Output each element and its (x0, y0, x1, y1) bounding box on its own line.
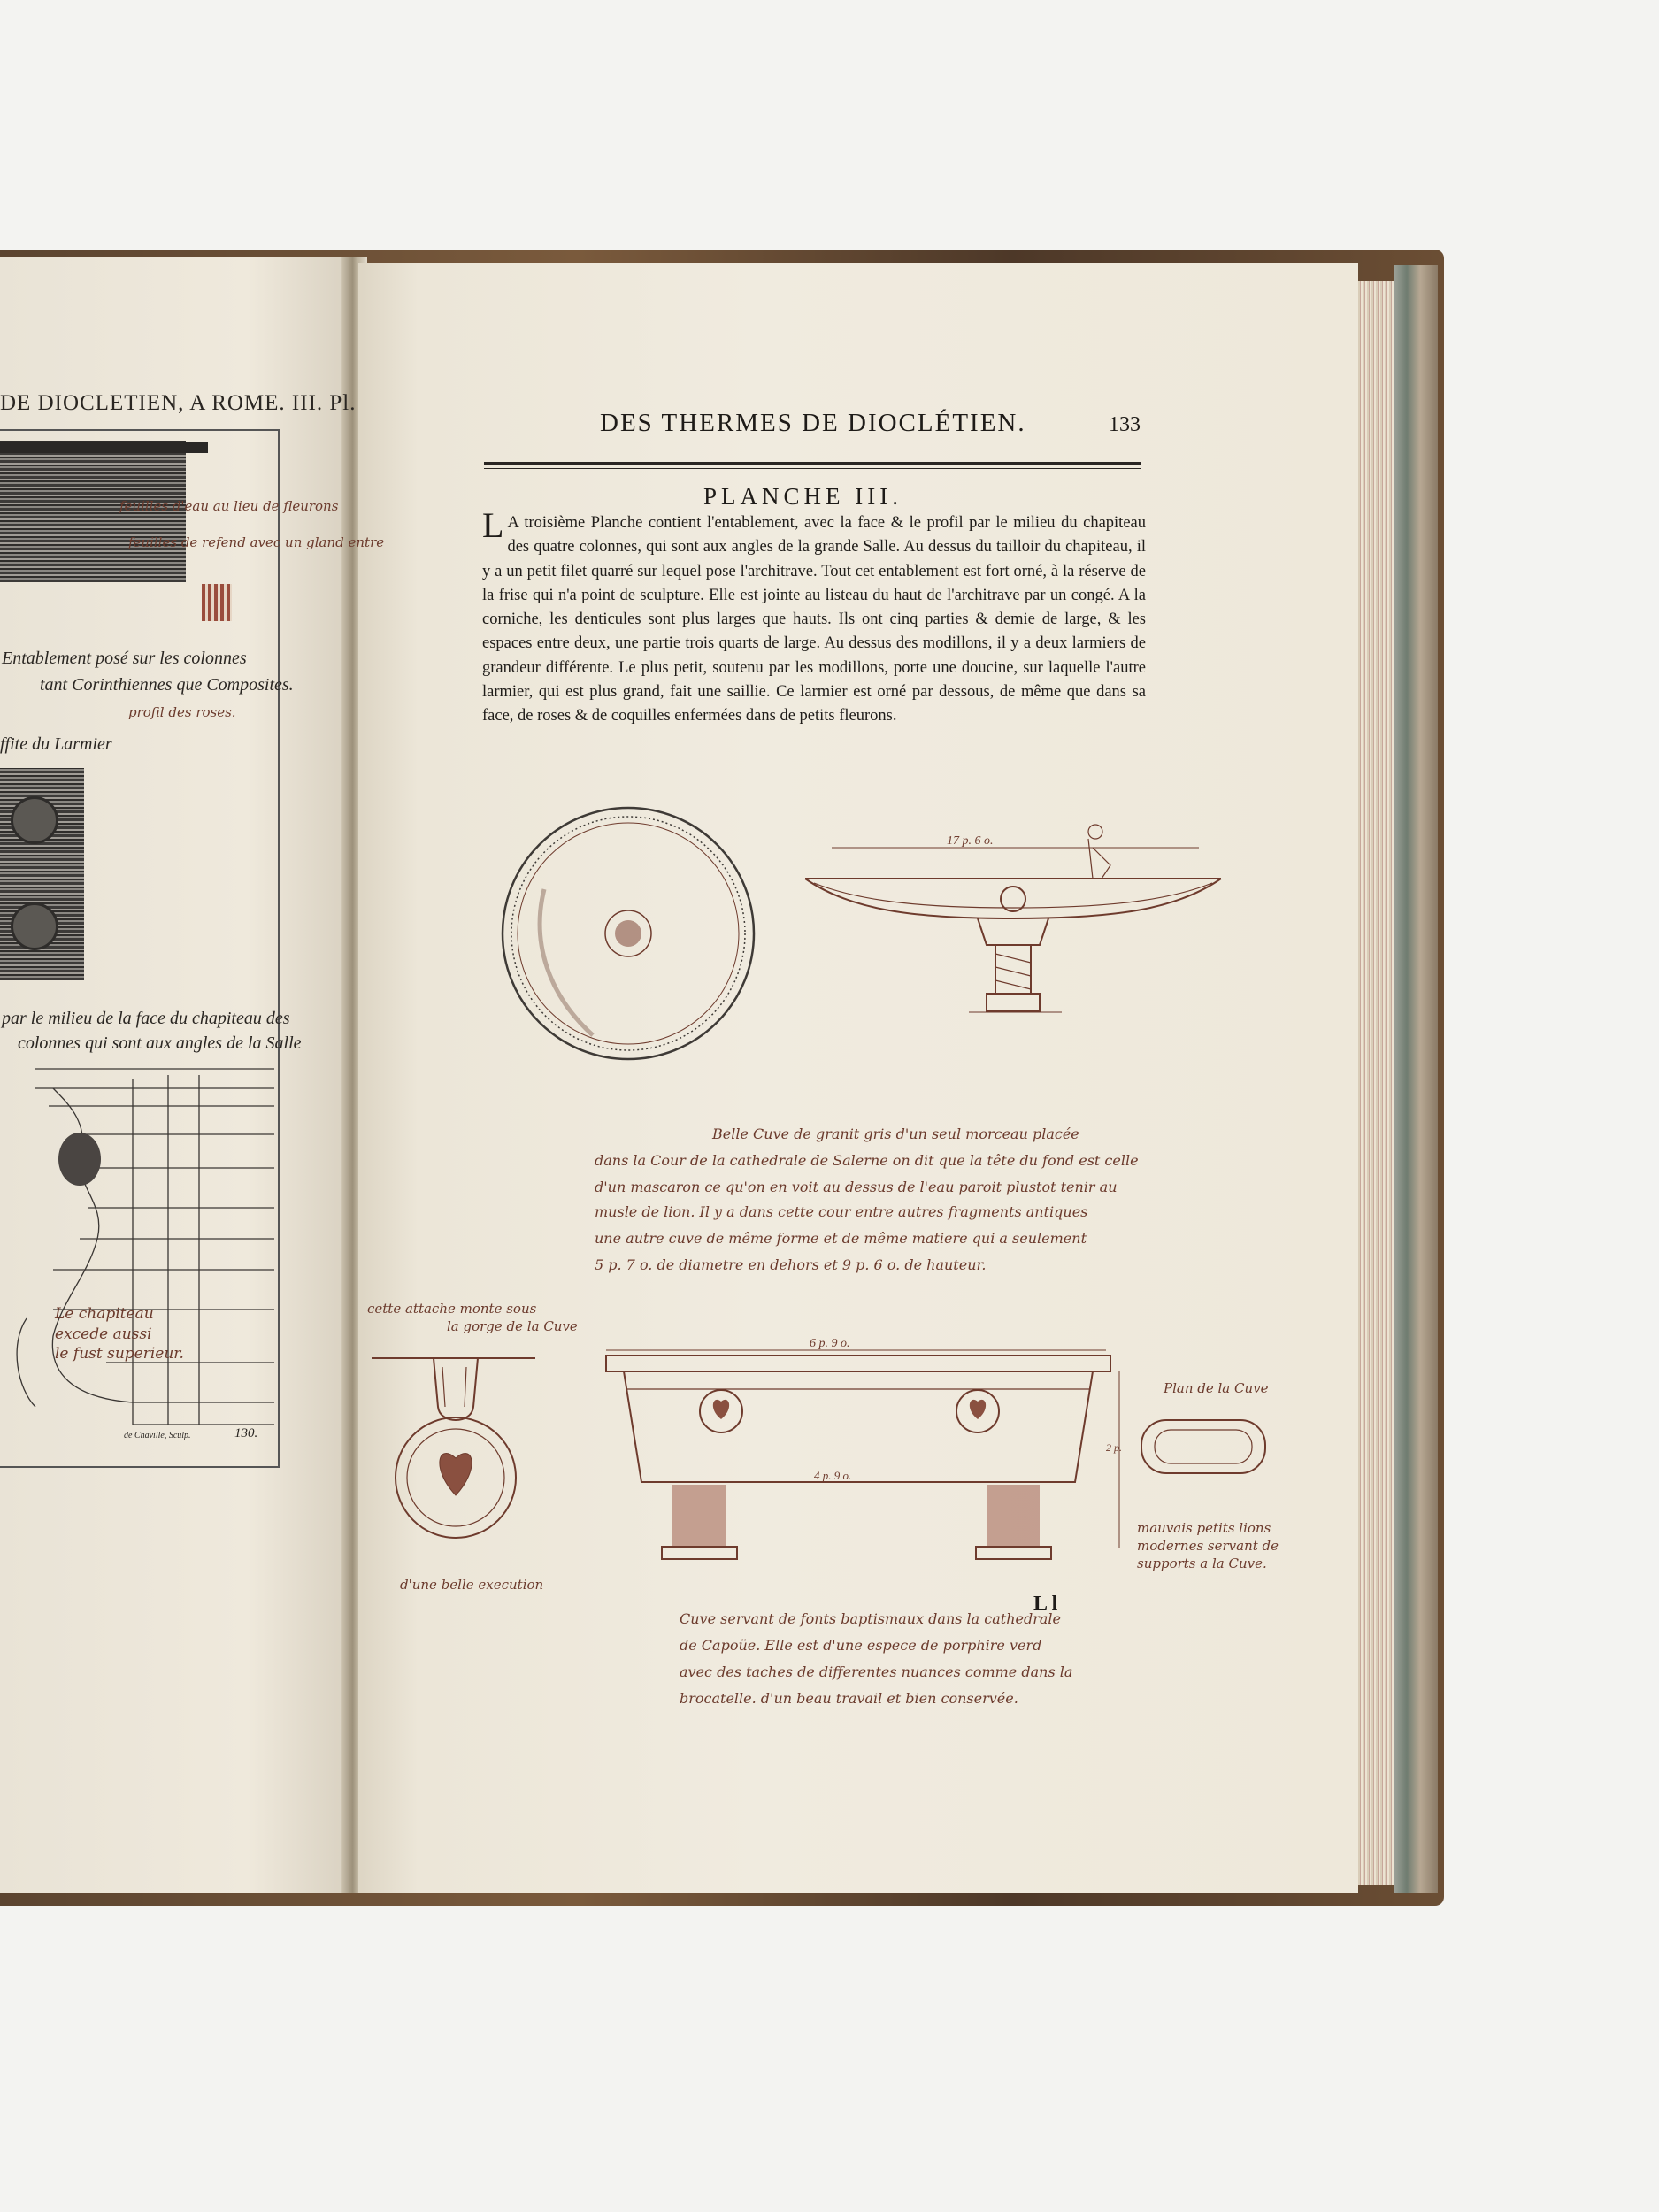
margin-note-5: excede aussi (55, 1325, 152, 1343)
tub-dimension-top: 6 p. 9 o. (810, 1337, 850, 1350)
margin-note-6: le fust superieur. (55, 1345, 184, 1363)
signature-mark: L l (1033, 1593, 1058, 1616)
body-text: A troisième Planche contient l'entablement, avec la face & le profil par le milieu du chapiteau des quatre colonnes, qui sont aux angles de la grande Salle. Au dessus du tailloir du chapiteau, il y a un petit filet quarré sur lequel pose l'architrave. Tout cet entablement est fort orné, à la réserve de la frise qui n'a point de sculpture. Elle est jointe au listeau du haut de l'architrave par un congé. A la corniche, les denticules sont plus larges que hauts. Ils ont cinq parties & demie de large, & les espaces entre deux, une partie trois quarts de large. Au dessus des modillons, il y a deux larmiers de grandeur différente. Le plus petit, soutenu par les modillons, porte une doucine, sur laquelle l'autre larmier, qui est plus grand, fait une saillie. Ce larmier est orné par dessous, de même que dans sa face, de roses & de coquilles enfermées dans de petits fleurons. (482, 514, 1146, 726)
plate-heading: DE DIOCLETIEN, A ROME. III. Pl. (0, 391, 357, 415)
page-number: 133 (1109, 413, 1141, 436)
tub-elevation-drawing (575, 1327, 1159, 1575)
body-paragraph (482, 505, 1146, 729)
tub-note-4: brocatelle. d'un beau travail et bien conservée. (680, 1690, 1018, 1707)
running-head: DES THERMES DE DIOCLÉTIEN. (600, 409, 1026, 437)
tub-note-3: avec des taches de differentes nuances comme dans la (680, 1663, 1073, 1680)
profile-drawing (0, 1053, 283, 1460)
handle-note-2: la gorge de la Cuve (447, 1318, 578, 1334)
margin-note-4: Le chapiteau (55, 1305, 154, 1323)
header-rule (484, 462, 1141, 465)
plan-label: Plan de la Cuve (1164, 1380, 1269, 1396)
basin-note-6: 5 p. 7 o. de diametre en dehors et 9 p. 6 o. de hauteur. (595, 1256, 987, 1273)
tub-height: 2 p. (1106, 1441, 1122, 1454)
basin-note-2: dans la Cour de la cathedrale de Salerne on dit que la tête du fond est celle (595, 1152, 1139, 1169)
basin-dimension: 17 p. 6 o. (947, 834, 994, 848)
tub-note-1: Cuve servant de fonts baptismaux dans la cathedrale (680, 1610, 1061, 1627)
handle-caption: d'une belle execution (400, 1577, 544, 1593)
caption-entablement-2: tant Corinthiennes que Composites. (40, 675, 294, 695)
tub-plan-drawing (1137, 1416, 1270, 1478)
header-rule-thin (484, 468, 1141, 469)
caption-larmier: ffite du Larmier (0, 734, 112, 754)
handle-note-1: cette attache monte sous (367, 1301, 537, 1317)
handle-detail-drawing (367, 1345, 544, 1557)
plate-number: 130. (234, 1426, 258, 1440)
basin-note-4: musle de lion. Il y a dans cette cour entre autres fragments antiques (595, 1203, 1088, 1220)
drop-cap: L (482, 505, 504, 545)
basin-elevation-drawing (796, 812, 1230, 1025)
basin-note-1: Belle Cuve de granit gris d'un seul morceau placée (712, 1125, 1079, 1142)
basin-note-3: d'un mascaron ce qu'on en voit au dessus de l'eau paroit plustot tenir au (595, 1179, 1118, 1195)
tub-note-2: de Capoüe. Elle est d'une espece de porphire verd (680, 1637, 1042, 1654)
plate-title: PLANCHE III. (703, 483, 902, 510)
marbled-edge (1394, 265, 1438, 1893)
soffit-rose-1 (11, 796, 58, 844)
plan-note-1: mauvais petits lions (1137, 1520, 1271, 1536)
cornice-block (0, 442, 208, 453)
plan-note-2: modernes servant de (1137, 1538, 1279, 1554)
plan-note-3: supports a la Cuve. (1137, 1555, 1267, 1571)
caption-profil-1: par le milieu de la face du chapiteau des (2, 1009, 290, 1028)
margin-note-1: feuilles d'eau au lieu de fleurons (119, 498, 339, 514)
basin-plan-drawing (495, 801, 761, 1066)
page-edges (1358, 281, 1394, 1885)
caption-entablement-1: Entablement posé sur les colonnes (2, 649, 247, 668)
engraved-dentil (202, 584, 232, 621)
margin-note-3: profil des roses. (128, 704, 236, 720)
basin-note-5: une autre cuve de même forme et de même matiere qui a seulement (595, 1230, 1087, 1247)
caption-profil-2: colonnes qui sont aux angles de la Salle (18, 1033, 302, 1053)
margin-note-2: feuilles de refend avec un gland entre (128, 534, 385, 550)
tub-dimension-bottom: 4 p. 9 o. (814, 1469, 852, 1482)
soffit-rose-2 (11, 902, 58, 950)
engraver-signature: de Chaville, Sculp. (124, 1431, 191, 1440)
